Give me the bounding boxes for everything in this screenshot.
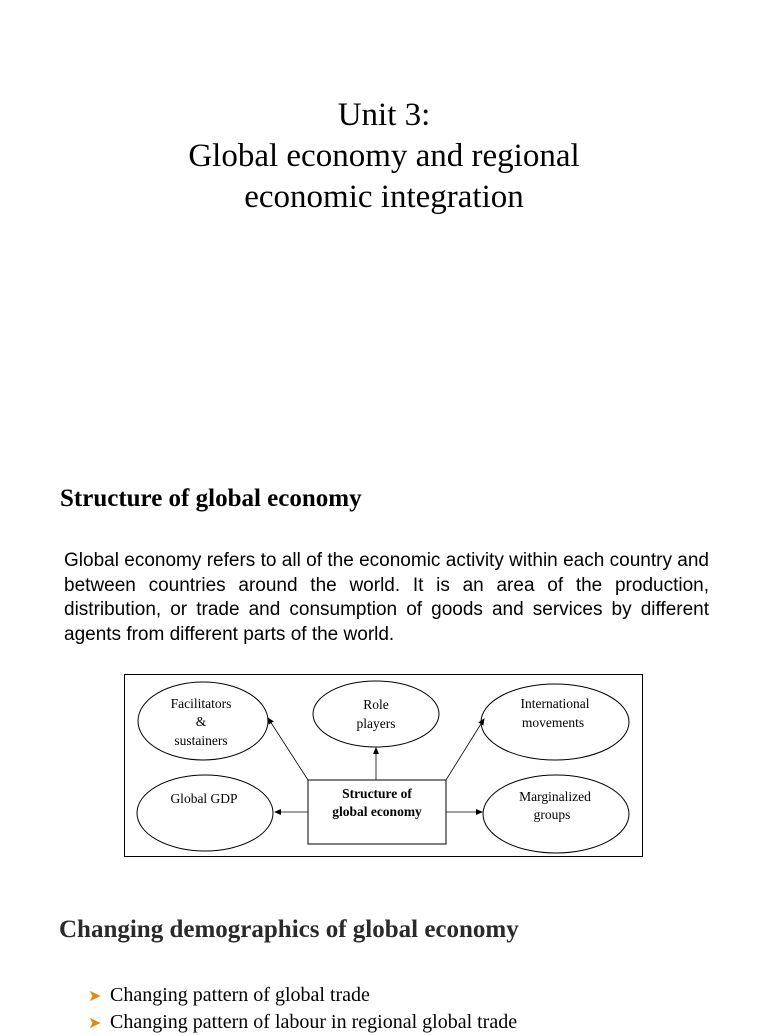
- international-label-2: movements: [521, 715, 585, 730]
- global-gdp-label: Global GDP: [170, 791, 238, 806]
- marginalized-label-2: groups: [533, 807, 571, 822]
- title-line-2: Global economy and regional: [188, 138, 580, 174]
- center-label-1: Structure of: [342, 786, 412, 801]
- node-role-players: [313, 681, 439, 747]
- section-heading-structure: Structure of global economy: [60, 485, 362, 512]
- arrow-to-international: [446, 719, 484, 780]
- structure-diagram: [124, 674, 643, 857]
- title-line-3: economic integration: [244, 179, 524, 215]
- facilitators-label-2: &: [195, 714, 207, 729]
- marginalized-label-1: Marginalized: [519, 789, 591, 804]
- slide-title: [0, 95, 768, 218]
- center-label-2: global economy: [332, 804, 422, 819]
- bullet-text: Changing pattern of labour in regional global trade: [110, 1011, 518, 1033]
- arrowhead-bullet-icon: ➤: [88, 986, 102, 1005]
- node-global-gdp: [137, 775, 273, 851]
- role-players-label-2: players: [356, 716, 396, 731]
- facilitators-label-3: sustainers: [174, 733, 228, 748]
- list-item: [88, 1009, 517, 1036]
- arrowhead-bullet-icon: ➤: [88, 1013, 102, 1032]
- demographics-bullet-list: [88, 982, 517, 1036]
- bullet-text: Changing pattern of global trade: [110, 984, 370, 1006]
- role-players-label-1: Role: [363, 697, 389, 712]
- arrow-to-facilitators: [268, 718, 308, 780]
- facilitators-label-1: Facilitators: [170, 696, 232, 711]
- title-line-1: Unit 3:: [337, 97, 431, 133]
- international-label-1: International: [520, 696, 590, 711]
- list-item: [88, 982, 517, 1009]
- section-heading-demographics: Changing demographics of global economy: [59, 916, 519, 943]
- global-economy-paragraph: Global economy refers to all of the economic activity within each country and between countries around the world. It is an area of the production, distribution, or trade and consumption of goods and services by different agents from different parts of the world.: [64, 550, 709, 645]
